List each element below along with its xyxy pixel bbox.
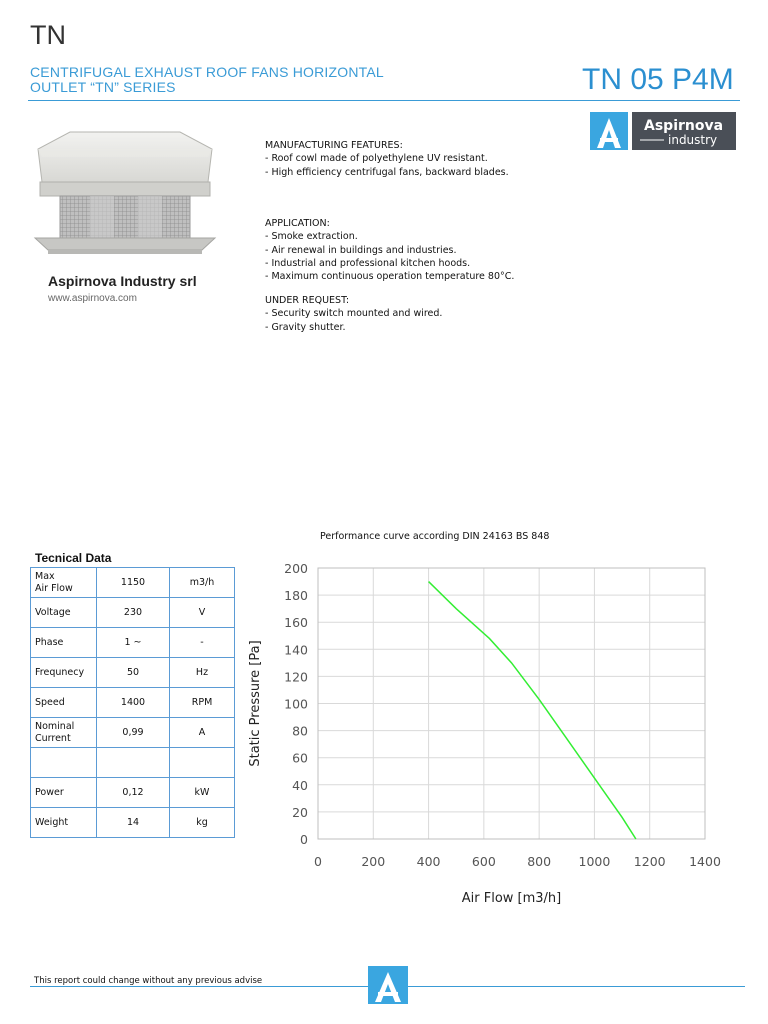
manufacturing-features [265, 139, 565, 179]
tech-label-cell: Weight [31, 808, 97, 838]
brand-logo [588, 110, 738, 152]
performance-chart [240, 555, 740, 915]
product-photo [30, 127, 220, 262]
tech-label-cell: Speed [31, 688, 97, 718]
header-divider [28, 100, 740, 101]
tech-label-cell: Nominal Current [31, 718, 97, 748]
y-tick-label: 0 [300, 832, 308, 847]
page-code: TN [30, 20, 66, 50]
tech-unit-cell: A [170, 718, 235, 748]
subtitle-line-2: OUTLET “TN” SERIES [30, 79, 176, 95]
y-tick-label: 140 [284, 642, 308, 658]
tech-value-cell: 14 [97, 808, 170, 838]
feature-item: - Maximum continuous operation temperature 80°C. [265, 271, 515, 283]
tech-unit-cell: kg [170, 808, 235, 838]
feature-item: - Air renewal in buildings and industries. [265, 244, 457, 256]
tech-label-cell: Frequnecy [31, 658, 97, 688]
table-row [31, 748, 235, 778]
x-tick-label: 1200 [633, 854, 666, 869]
tech-value-cell: 0,99 [97, 718, 170, 748]
x-tick-label: 200 [361, 854, 386, 869]
tech-unit-cell: V [170, 598, 235, 628]
y-tick-label: 120 [284, 669, 308, 685]
tech-label-cell [31, 748, 97, 778]
table-row [31, 628, 235, 658]
tech-label-cell: Max Air Flow [31, 568, 97, 598]
tech-value-cell: 1 ~ [97, 628, 170, 658]
logo-sub-text: industry [668, 133, 718, 147]
y-tick-label: 160 [284, 615, 308, 631]
feature-item: - High efficiency centrifugal fans, backward blades. [265, 166, 509, 178]
tech-label-cell: Phase [31, 628, 97, 658]
tech-value-cell: 0,12 [97, 778, 170, 808]
footer-logo-icon [366, 966, 410, 1004]
performance-curve-line [429, 582, 636, 839]
letter-a-logo-icon [588, 110, 738, 152]
tech-unit-cell: Hz [170, 658, 235, 688]
tech-data-table [30, 567, 235, 838]
table-row [31, 598, 235, 628]
subtitle-line-1: CENTRIFUGAL EXHAUST ROOF FANS HORIZONTAL [30, 64, 384, 80]
x-tick-label: 800 [527, 854, 552, 869]
application-features [265, 217, 565, 283]
tech-value-cell [97, 748, 170, 778]
tech-unit-cell: m3/h [170, 568, 235, 598]
x-tick-label: 400 [416, 854, 441, 869]
table-row [31, 808, 235, 838]
table-row [31, 688, 235, 718]
feature-item: - Smoke extraction. [265, 231, 358, 243]
tech-value-cell: 230 [97, 598, 170, 628]
feature-item: - Gravity shutter. [265, 321, 346, 333]
y-tick-label: 200 [284, 561, 308, 576]
x-tick-label: 600 [471, 854, 496, 869]
x-axis-label: Air Flow [m3/h] [461, 891, 562, 906]
feature-heading: APPLICATION: [265, 218, 330, 229]
y-axis-label: Static Pressure [Pa] [248, 640, 263, 767]
table-row [31, 778, 235, 808]
feature-item: - Industrial and professional kitchen hoods. [265, 257, 471, 269]
footer-disclaimer: This report could change without any previous advise [34, 976, 263, 986]
y-tick-label: 80 [292, 723, 308, 739]
tech-value-cell: 50 [97, 658, 170, 688]
feature-heading: UNDER REQUEST: [265, 295, 350, 306]
logo-brand-text: Aspirnova [644, 118, 724, 134]
chart-title: Performance curve according DIN 24163 BS 848 [320, 531, 550, 542]
company-name: Aspirnova Industry srl [48, 273, 197, 289]
table-row [31, 718, 235, 748]
document-subtitle [30, 65, 460, 95]
model-code: TN 05 P4M [582, 63, 734, 96]
tech-unit-cell: - [170, 628, 235, 658]
tech-unit-cell [170, 748, 235, 778]
tech-data-title: Tecnical Data [35, 551, 112, 565]
feature-item: - Security switch mounted and wired. [265, 308, 443, 320]
x-tick-label: 0 [314, 854, 322, 869]
y-tick-label: 180 [284, 588, 308, 604]
tech-label-cell: Power [31, 778, 97, 808]
feature-item: - Roof cowl made of polyethylene UV resistant. [265, 153, 488, 165]
tech-label-cell: Voltage [31, 598, 97, 628]
x-tick-label: 1400 [689, 854, 721, 869]
tech-value-cell: 1400 [97, 688, 170, 718]
tech-value-cell: 1150 [97, 568, 170, 598]
company-website[interactable]: www.aspirnova.com [48, 293, 137, 304]
y-tick-label: 60 [292, 750, 308, 766]
y-tick-label: 40 [292, 777, 308, 793]
y-tick-label: 20 [292, 804, 308, 820]
x-tick-label: 1000 [578, 854, 611, 869]
y-tick-label: 100 [284, 696, 308, 712]
tech-unit-cell: RPM [170, 688, 235, 718]
under-request-features [265, 294, 565, 334]
feature-heading: MANUFACTURING FEATURES: [265, 140, 403, 151]
tech-unit-cell: kW [170, 778, 235, 808]
table-row [31, 568, 235, 598]
table-row [31, 658, 235, 688]
